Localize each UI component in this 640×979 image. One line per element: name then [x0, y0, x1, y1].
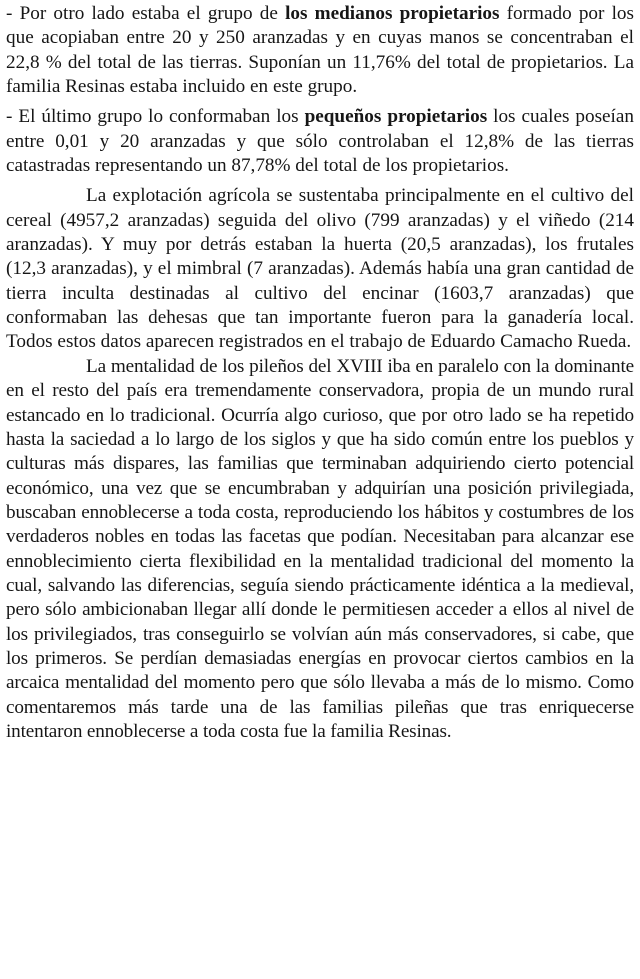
- bold-term: pequeños propietarios: [304, 106, 488, 128]
- paragraph-text: - El último grupo lo conformaban los: [6, 106, 305, 128]
- paragraph-medianos-propietarios: [6, 2, 634, 99]
- paragraph-pequenos-propietarios: [6, 105, 634, 178]
- paragraph-text: formado por los que acopiaban entre 20 y 250 aranzadas y en cuyas manos se concentraban el 22,8 % del total de las tierras. Suponían un 11,76% del total de propietarios. La familia Resinas estaba incluido en este grupo.: [6, 3, 634, 98]
- paragraph-text: los cuales poseían entre 0,01 y 20 aranzadas y que sólo controlaban el 12,8% de las tierras catastradas representando un 87,78% del total de los propietarios.: [6, 106, 634, 177]
- paragraph-mentalidad: La mentalidad de los pileños del XVIII iba en paralelo con la dominante en el resto del país era tremendamente conservadora, propia de un mundo rural estancado en lo tradicional. Ocurría algo curioso, que por otro lado se ha repetido hasta la saciedad a lo largo de los siglos y que ha sido común entre los pueblos y culturas más dispares, las familias que terminaban adquiriendo cierto potencial económico, una vez que se encumbraban y adquirían una posición privilegiada, buscaban ennoblecerse a toda costa, reproduciendo los hábitos y costumbres de los verdaderos nobles en todas las facetas que podían. Necesitaban para alcanzar ese ennoblecimiento cierta flexibilidad en la mentalidad tradicional del momento la cual, salvando las diferencias, seguía siendo prácticamente idéntica a la medieval, pero sólo ambicionaban llegar allí donde le permitiesen acceder a ellos al nivel de los privilegiados, tras conseguirlo se volvían aún más conservadores, si cabe, que los primeros. Se perdían demasiadas energías en provocar ciertos cambios en la arcaica mentalidad del momento pero que sólo llevaba a más de lo mismo. Como comentaremos más tarde una de las familias pileñas que tras enriquecerse intentaron ennoblecerse a toda costa fue la familia Resinas.: [6, 355, 634, 742]
- bold-term: los medianos propietarios: [285, 3, 500, 24]
- paragraph-explotacion-agricola: La explotación agrícola se sustentaba principalmente en el cultivo del cereal (4957,2 aranzadas) seguida del olivo (799 aranzadas) y el viñedo (214 aranzadas). Y muy por detrás estaban la huerta (20,5 aranzadas), los frutales (12,3 aranzadas), y el mimbral (7 aranzadas). Además había una gran cantidad de tierra inculta destinadas al cultivo del encinar (1603,7 aranzadas) que conformaban las dehesas que tan importante fueron para la ganadería local. Todos estos datos aparecen registrados en el trabajo de Eduardo Camacho Rueda.: [6, 185, 634, 353]
- document-page: [6, 2, 634, 744]
- paragraph-text: - Por otro lado estaba el grupo de: [6, 3, 286, 24]
